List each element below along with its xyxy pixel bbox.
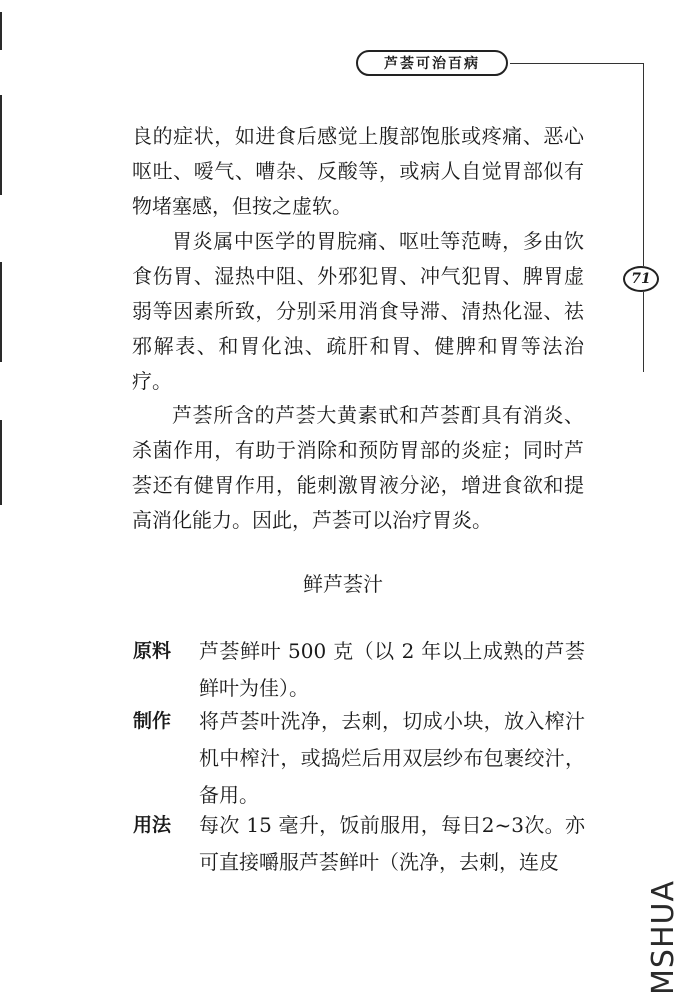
entry-label: 原料 <box>133 640 172 662</box>
running-header-title: 芦荟可治百病 <box>356 50 508 76</box>
header-rule <box>510 63 643 64</box>
watermark-text: MSHUA <box>645 880 681 995</box>
margin-mark-2 <box>0 95 2 195</box>
paragraph-3: 芦荟所含的芦荟大黄素甙和芦荟酊具有消炎、杀菌作用，有助于消除和预防胃部的炎症；同时芦荟还有健胃作用，能刺激胃液分泌，增进食欲和提高消化能力。因此，芦荟可以治疗胃炎。 <box>132 403 584 532</box>
paragraph-2: 胃炎属中医学的胃脘痛、呕吐等范畴，多由饮食伤胃、湿热中阻、外邪犯胃、冲气犯胃、脾胃虚弱等因素所致，分别采用消食导滞、清热化湿、祛邪解表、和胃化浊、疏肝和胃、健脾和胃等法治疗。 <box>132 229 584 393</box>
entry-usage <box>133 807 585 881</box>
entry-preparation <box>133 703 585 814</box>
margin-rule-lower <box>643 292 644 372</box>
entry-text: 每次 15 毫升，饭前服用，每日2~3次。亦可直接嚼服芦荟鲜叶（洗净，去刺，连皮 <box>199 813 585 874</box>
paragraph-1: 良的症状，如进食后感觉上腹部饱胀或疼痛、恶心呕吐、嗳气、嘈杂、反酸等，或病人自觉胃部似有物堵塞感，但按之虚软。 <box>132 124 584 218</box>
page-number-badge: 71 <box>623 266 659 292</box>
entry-text: 将芦荟叶洗净，去刺，切成小块，放入榨汁机中榨汁，或捣烂后用双层纱布包裹绞汁，备用。 <box>199 709 585 807</box>
entry-label: 制作 <box>133 710 172 732</box>
entry-ingredients <box>133 633 585 707</box>
entry-label: 用法 <box>133 814 172 836</box>
margin-rule-upper <box>643 63 644 266</box>
margin-mark-3 <box>0 262 2 362</box>
recipe-title: 鲜芦荟汁 <box>303 572 383 596</box>
margin-mark-4 <box>0 420 2 505</box>
margin-mark-1 <box>0 12 2 50</box>
watermark <box>645 880 681 995</box>
entry-text: 芦荟鲜叶 500 克（以 2 年以上成熟的芦荟鲜叶为佳）。 <box>199 639 585 700</box>
